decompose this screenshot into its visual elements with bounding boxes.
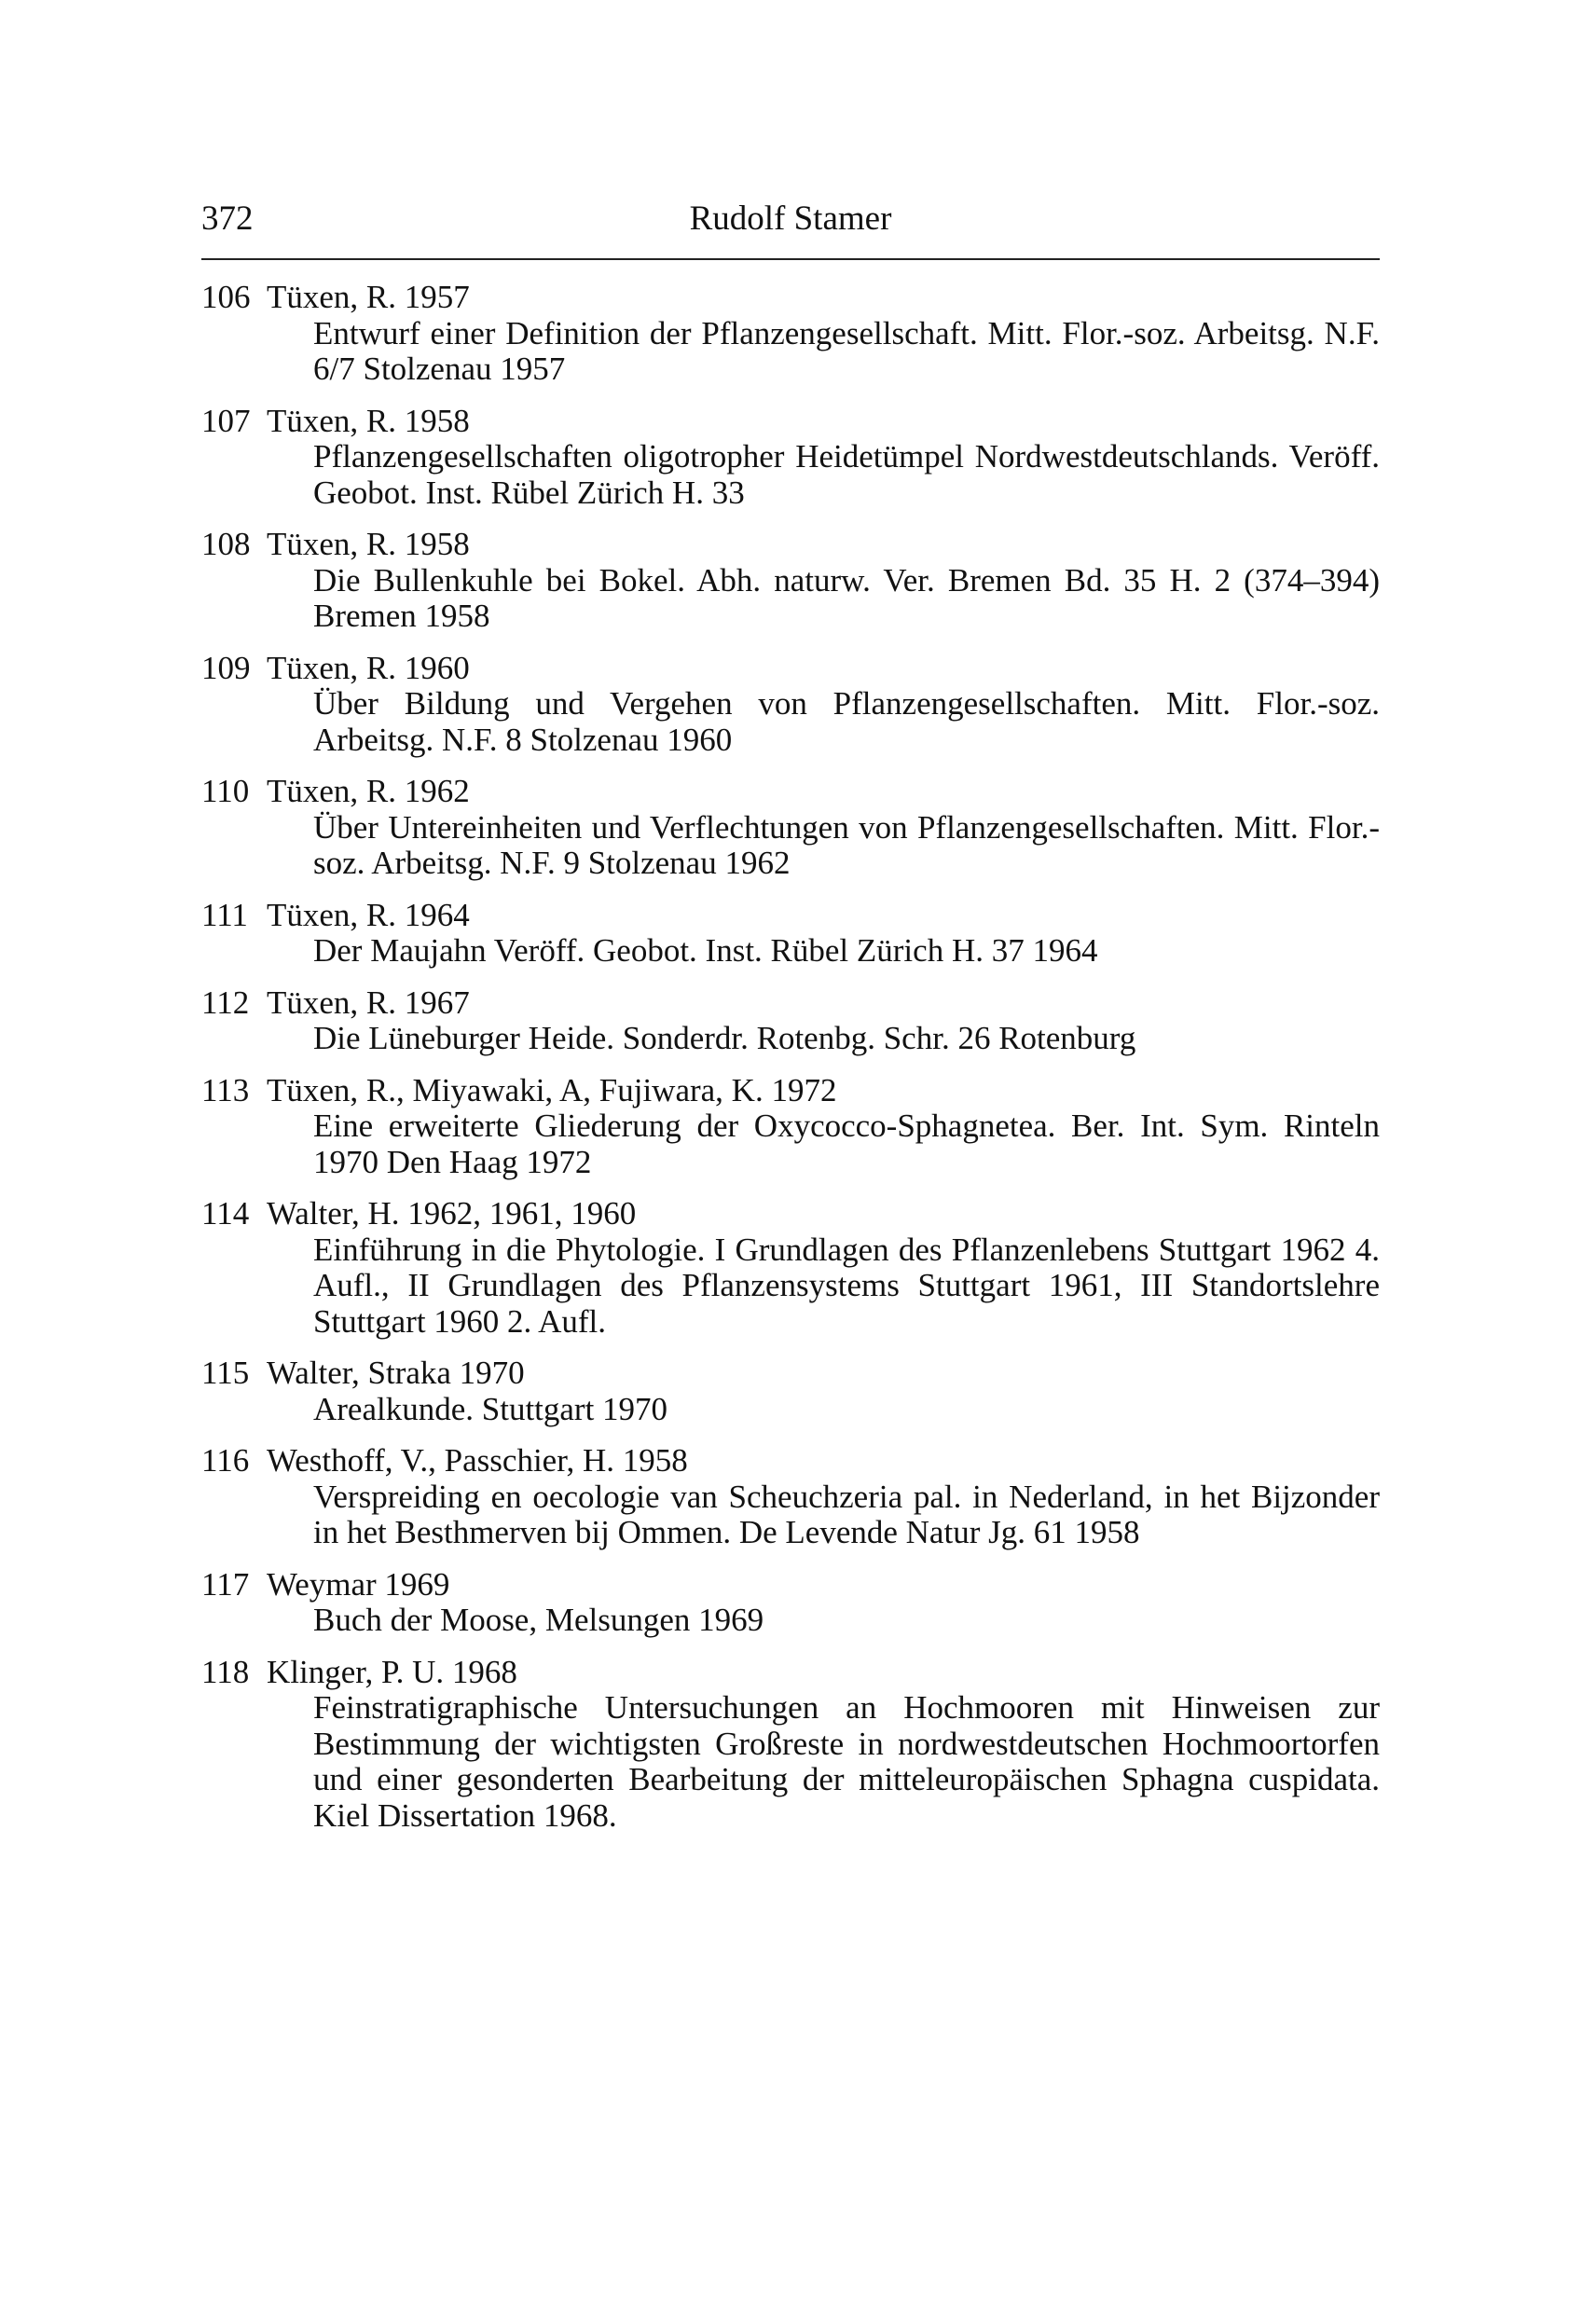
entry-author-year: Tüxen, R., Miyawaki, A, Fujiwara, K. 1972: [267, 1071, 837, 1108]
bibliography-list: [201, 280, 1380, 1850]
bibliography-entry: [201, 1196, 1380, 1340]
entry-body: [267, 1567, 1380, 1639]
entry-number: 110: [201, 773, 250, 809]
bibliography-entry: [201, 774, 1380, 882]
bibliography-entry: [201, 1567, 1380, 1639]
bibliography-entry: [201, 404, 1380, 512]
entry-citation: Pflanzengesellschaften oligotropher Heidetümpel Nordwestdeutschlands. Veröff. Geobot. Inst. Rübel Zürich H. 33: [313, 438, 1380, 511]
entry-body: [267, 280, 1380, 388]
entry-number: 107: [201, 402, 251, 439]
entry-body: [267, 527, 1380, 635]
entry-author-year: Westhoff, V., Passchier, H. 1958: [267, 1442, 688, 1479]
entry-author-year: Walter, Straka 1970: [267, 1355, 525, 1391]
bibliography-entry: [201, 1356, 1380, 1427]
bibliography-entry: [201, 1073, 1380, 1181]
header-rule: [201, 258, 1380, 260]
entry-author-year: Walter, H. 1962, 1961, 1960: [267, 1195, 637, 1232]
entry-body: [267, 898, 1380, 970]
entry-author-year: Tüxen, R. 1957: [267, 279, 470, 315]
entry-citation: Die Lüneburger Heide. Sonderdr. Rotenbg. Schr. 26 Rotenburg: [313, 1020, 1136, 1056]
entry-number: 112: [201, 984, 250, 1021]
bibliography-entry: [201, 1443, 1380, 1551]
entry-author-year: Tüxen, R. 1958: [267, 402, 470, 439]
entry-citation: Der Maujahn Veröff. Geobot. Inst. Rübel Zürich H. 37 1964: [313, 932, 1098, 969]
entry-body: [267, 404, 1380, 512]
entry-body: [267, 651, 1380, 759]
entry-author-year: Weymar 1969: [267, 1565, 450, 1603]
entry-citation: Eine erweiterte Gliederung der Oxycocco-Sphagnetea. Ber. Int. Sym. Rinteln 1970 Den Haag 1972: [313, 1108, 1380, 1180]
entry-citation: Über Untereinheiten und Verflechtungen von Pflanzengesellschaften. Mitt. Flor.-soz. Arbeitsg. N.F. 9 Stolzenau 1962: [313, 808, 1380, 881]
bibliography-entry: [201, 651, 1380, 759]
entry-number: 108: [201, 526, 251, 562]
bibliography-entry: [201, 1655, 1380, 1835]
entry-number: 114: [201, 1195, 250, 1232]
entry-author-year: Tüxen, R. 1967: [267, 984, 470, 1021]
entry-body: [267, 1443, 1380, 1551]
entry-number: 117: [201, 1565, 250, 1603]
entry-citation: Feinstratigraphische Untersuchungen an Hochmooren mit Hinweisen zur Bestimmung der wichtigsten Großreste in nordwestdeutschen Hochmoortorfen und einer gesonderten Bearbeitung der mitteleuropäischen Sphagna cuspidata. Kiel Dissertation 1968.: [313, 1689, 1380, 1834]
entry-number: 116: [201, 1442, 250, 1479]
entry-author-year: Klinger, P. U. 1968: [267, 1653, 517, 1690]
bibliography-entry: [201, 985, 1380, 1057]
entry-author-year: Tüxen, R. 1964: [267, 896, 470, 933]
entry-number: 111: [201, 896, 248, 933]
entry-citation: Die Bullenkuhle bei Bokel. Abh. naturw. Ver. Bremen Bd. 35 H. 2 (374–394) Bremen 1958: [313, 561, 1380, 634]
running-title: Rudolf Stamer: [689, 200, 892, 238]
bibliography-entry: [201, 280, 1380, 388]
page-header: [201, 194, 1380, 255]
page-number: 372: [201, 200, 254, 238]
entry-body: [267, 1655, 1380, 1835]
bibliography-entry: [201, 898, 1380, 970]
entry-body: [267, 1356, 1380, 1427]
entry-body: [267, 1073, 1380, 1181]
entry-citation: Einführung in die Phytologie. I Grundlagen des Pflanzenlebens Stuttgart 1962 4. Aufl., II Grundlagen des Pflanzensystems Stuttgart 1961, III Standortslehre Stuttgart 1960 2. Aufl.: [313, 1231, 1380, 1340]
entry-citation: Arealkunde. Stuttgart 1970: [313, 1390, 668, 1427]
entry-author-year: Tüxen, R. 1960: [267, 649, 470, 686]
entry-body: [267, 1196, 1380, 1340]
entry-number: 109: [201, 649, 251, 686]
entry-citation: Verspreiding en oecologie van Scheuchzeria pal. in Nederland, in het Bijzonder in het Besthmerven bij Ommen. De Levende Natur Jg. 61 1958: [313, 1478, 1380, 1550]
entry-author-year: Tüxen, R. 1958: [267, 526, 470, 562]
entry-citation: Entwurf einer Definition der Pflanzengesellschaft. Mitt. Flor.-soz. Arbeitsg. N.F. 6/7 Stolzenau 1957: [313, 314, 1380, 387]
entry-citation: Buch der Moose, Melsungen 1969: [313, 1602, 764, 1638]
entry-body: [267, 774, 1380, 882]
entry-number: 106: [201, 279, 251, 315]
entry-number: 115: [201, 1355, 250, 1391]
bibliography-entry: [201, 527, 1380, 635]
entry-citation: Über Bildung und Vergehen von Pflanzengesellschaften. Mitt. Flor.-soz. Arbeitsg. N.F. 8 Stolzenau 1960: [313, 685, 1380, 758]
entry-body: [267, 985, 1380, 1057]
entry-number: 118: [201, 1653, 250, 1690]
entry-author-year: Tüxen, R. 1962: [267, 773, 470, 809]
entry-number: 113: [201, 1071, 250, 1108]
